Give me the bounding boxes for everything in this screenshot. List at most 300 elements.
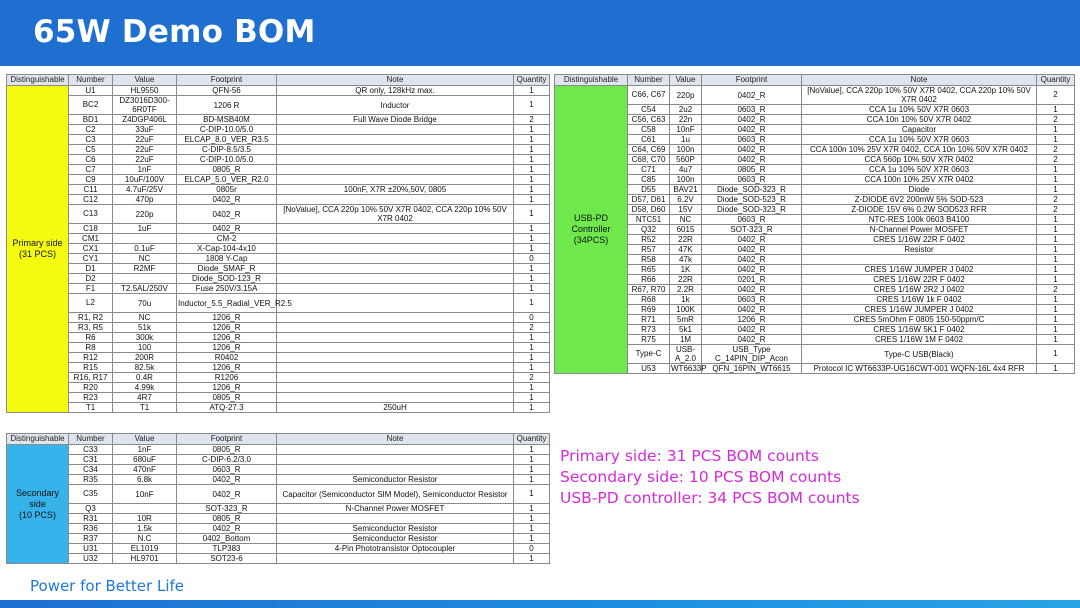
cell-number: C85: [628, 175, 670, 185]
table-row: [7, 554, 550, 564]
cell-footprint: SOT-323_R: [702, 225, 802, 235]
cell-quantity: 1: [514, 165, 550, 175]
col-distinguishable-header: Distinguishable: [555, 75, 628, 86]
cell-note: Protocol IC WT6633P-UG16CWT-001 WQFN-16L 4x4 RFR: [802, 364, 1037, 374]
col-note-header: Note: [277, 75, 514, 86]
cell-value: 5mR: [670, 315, 702, 325]
cell-note: [277, 234, 514, 244]
cell-number: R31: [69, 514, 113, 524]
cell-value: Z4DGP406L: [113, 115, 177, 125]
table-row: [7, 393, 550, 403]
footer-bar: [0, 600, 1080, 608]
cell-value: 100: [113, 343, 177, 353]
cell-number: R15: [69, 363, 113, 373]
cell-quantity: 2: [514, 115, 550, 125]
title-banner: [0, 0, 1080, 66]
table-row: [7, 165, 550, 175]
cell-note: [802, 255, 1037, 265]
cell-footprint: 0603_R: [702, 135, 802, 145]
cell-quantity: 1: [514, 86, 550, 96]
cell-number: R12: [69, 353, 113, 363]
cell-value: 1uF: [113, 224, 177, 234]
cell-value: 220p: [670, 86, 702, 105]
cell-footprint: 0603_R: [702, 175, 802, 185]
cell-footprint: 0805_R: [177, 165, 277, 175]
cell-note: Capacitor (Semiconductor SIM Model), Semiconductor Resistor: [277, 485, 514, 504]
table-row: [7, 504, 550, 514]
cell-number: BC2: [69, 96, 113, 115]
cell-number: C56, C63: [628, 115, 670, 125]
cell-footprint: ATQ-27.3: [177, 403, 277, 413]
table-row: [7, 485, 550, 504]
cell-number: R75: [628, 335, 670, 345]
cell-quantity: 1: [514, 524, 550, 534]
cell-value: 6.8k: [113, 475, 177, 485]
cell-quantity: 1: [1037, 125, 1075, 135]
table-row: [7, 323, 550, 333]
table-row: [7, 205, 550, 224]
col-value-header: Value: [670, 75, 702, 86]
cell-value: T2.5AL/250V: [113, 284, 177, 294]
cell-number: C13: [69, 205, 113, 224]
cell-note: [277, 313, 514, 323]
cell-footprint: 0402_R: [702, 285, 802, 295]
cell-quantity: 1: [1037, 135, 1075, 145]
cell-quantity: 1: [1037, 175, 1075, 185]
cell-quantity: 1: [514, 155, 550, 165]
cell-footprint: R1206: [177, 373, 277, 383]
table-row: [555, 115, 1075, 125]
cell-number: D2: [69, 274, 113, 284]
table-row: [7, 125, 550, 135]
cell-number: R37: [69, 534, 113, 544]
cell-quantity: 2: [1037, 86, 1075, 105]
cell-number: R8: [69, 343, 113, 353]
cell-quantity: 2: [514, 323, 550, 333]
cell-value: 6015: [670, 225, 702, 235]
cell-number: R68: [628, 295, 670, 305]
cell-value: 1M: [670, 335, 702, 345]
cell-note: [NoValue], CCA 220p 10% 50V X7R 0402, CCA 220p 10% 50V X7R 0402: [277, 205, 514, 224]
col-distinguishable-header: Distinguishable: [7, 75, 69, 86]
cell-note: 250uH: [277, 403, 514, 413]
cell-note: [277, 294, 514, 313]
cell-note: [277, 145, 514, 155]
table-row: [7, 343, 550, 353]
cell-note: CCA 100n 10% 25V X7R 0402, CCA 10n 10% 50V X7R 0402: [802, 145, 1037, 155]
cell-footprint: 0402_R: [702, 86, 802, 105]
cell-footprint: 0603_R: [702, 295, 802, 305]
cell-number: R71: [628, 315, 670, 325]
col-note-header: Note: [802, 75, 1037, 86]
cell-number: R73: [628, 325, 670, 335]
cell-value: 200R: [113, 353, 177, 363]
cell-value: 82.5k: [113, 363, 177, 373]
cell-number: C35: [69, 485, 113, 504]
cell-value: BAV21: [670, 185, 702, 195]
cell-footprint: Fuse 250V/3.15A: [177, 284, 277, 294]
cell-footprint: 0805_R: [177, 514, 277, 524]
cell-value: 6.2V: [670, 195, 702, 205]
cell-quantity: 1: [1037, 335, 1075, 345]
cell-footprint: C-DIP-8.5/3.5: [177, 145, 277, 155]
cell-quantity: 1: [514, 274, 550, 284]
cell-quantity: 0: [514, 544, 550, 554]
cell-number: R57: [628, 245, 670, 255]
cell-value: 51k: [113, 323, 177, 333]
cell-note: Semiconductor Resistor: [277, 475, 514, 485]
cell-note: [277, 514, 514, 524]
table-row: [555, 125, 1075, 135]
cell-number: R69: [628, 305, 670, 315]
cell-quantity: 2: [1037, 205, 1075, 215]
table-row: [7, 333, 550, 343]
cell-footprint: 1206_R: [177, 333, 277, 343]
cell-footprint: Diode_SMAF_R: [177, 264, 277, 274]
cell-note: N-Channel Power MOSFET: [802, 225, 1037, 235]
cell-value: HL9550: [113, 86, 177, 96]
cell-footprint: R0402: [177, 353, 277, 363]
cell-value: 300k: [113, 333, 177, 343]
cell-footprint: Diode_SOD-123_R: [177, 274, 277, 284]
cell-value: 4.7uF/25V: [113, 185, 177, 195]
cell-quantity: 1: [514, 125, 550, 135]
cell-note: [NoValue], CCA 220p 10% 50V X7R 0402, CCA 220p 10% 50V X7R 0402: [802, 86, 1037, 105]
cell-footprint: ELCAP_8.0_VER_R3.5: [177, 135, 277, 145]
cell-value: 100K: [670, 305, 702, 315]
cell-footprint: TLP383: [177, 544, 277, 554]
cell-note: [277, 363, 514, 373]
table-row: [555, 255, 1075, 265]
cell-footprint: 0402_R: [702, 335, 802, 345]
cell-number: C11: [69, 185, 113, 195]
cell-value: 1u: [670, 135, 702, 145]
cell-value: 15V: [670, 205, 702, 215]
cell-value: 2.2R: [670, 285, 702, 295]
cell-footprint: 0402_R: [702, 325, 802, 335]
cell-value: EL1019: [113, 544, 177, 554]
table-row: [555, 335, 1075, 345]
cell-footprint: USB_Type C_14PIN_DIP_Acon: [702, 345, 802, 364]
cell-value: [113, 234, 177, 244]
cell-value: [113, 274, 177, 284]
cell-value: 220p: [113, 205, 177, 224]
summary-usbpd: USB-PD controller: 34 PCS BOM counts: [560, 489, 860, 507]
cell-note: CRES 1/16W 1k F 0402: [802, 295, 1037, 305]
cell-note: [277, 244, 514, 254]
cell-value: DZ3016D300-6R0TF: [113, 96, 177, 115]
cell-number: BD1: [69, 115, 113, 125]
cell-value: 22uF: [113, 135, 177, 145]
cell-value: 10uF/100V: [113, 175, 177, 185]
cell-quantity: 1: [514, 244, 550, 254]
col-quantity-header: Quantity: [1037, 75, 1075, 86]
cell-note: CCA 560p 10% 50V X7R 0402: [802, 155, 1037, 165]
cell-note: [277, 455, 514, 465]
cell-footprint: 1206 R: [177, 96, 277, 115]
cell-quantity: 1: [1037, 105, 1075, 115]
cell-number: CM1: [69, 234, 113, 244]
cell-value: USB-A_2.0: [670, 345, 702, 364]
cell-footprint: C-DIP-6.2/3.0: [177, 455, 277, 465]
table-row: [7, 383, 550, 393]
col-distinguishable-header: Distinguishable: [7, 434, 69, 445]
primary-bom-panel: [6, 74, 549, 413]
cell-number: C3: [69, 135, 113, 145]
table-row: [7, 514, 550, 524]
cell-quantity: 1: [514, 465, 550, 475]
cell-number: C7: [69, 165, 113, 175]
page-title: 65W Demo BOM: [33, 14, 316, 50]
cell-number: C64, C69: [628, 145, 670, 155]
cell-footprint: CM-2: [177, 234, 277, 244]
table-row: [555, 185, 1075, 195]
summary-secondary: Secondary side: 10 PCS BOM counts: [560, 468, 842, 486]
cell-footprint: Inductor_5.5_Radial_VER_R2.5: [177, 294, 277, 313]
cell-footprint: 1206_R: [702, 315, 802, 325]
cell-value: 0.1uF: [113, 244, 177, 254]
cell-footprint: 0603_R: [702, 105, 802, 115]
cell-note: NTC-RES 100k 0603 B4100: [802, 215, 1037, 225]
cell-value: R2MF: [113, 264, 177, 274]
cell-note: Z-DIODE 15V 6% 0.2W SOD523 RFR: [802, 205, 1037, 215]
col-footprint-header: Footprint: [702, 75, 802, 86]
cell-quantity: 1: [514, 96, 550, 115]
cell-number: R16, R17: [69, 373, 113, 383]
cell-footprint: Diode_SOD-523_R: [702, 195, 802, 205]
cell-note: [277, 323, 514, 333]
table-row: [7, 244, 550, 254]
cell-value: 70u: [113, 294, 177, 313]
table-row: [7, 195, 550, 205]
secondary-bom-panel: [6, 433, 549, 564]
cell-footprint: 0402_R: [702, 265, 802, 275]
cell-quantity: 1: [514, 554, 550, 564]
table-row: [7, 363, 550, 373]
cell-number: C68, C70: [628, 155, 670, 165]
table-row: [7, 475, 550, 485]
cell-quantity: 1: [514, 284, 550, 294]
group-label: Primary side (31 PCS): [7, 86, 69, 413]
table-row: [7, 373, 550, 383]
table-row: [555, 205, 1075, 215]
cell-number: R3, R5: [69, 323, 113, 333]
cell-footprint: 0402_R: [177, 195, 277, 205]
cell-number: C33: [69, 445, 113, 455]
cell-footprint: QFN-56: [177, 86, 277, 96]
cell-number: U1: [69, 86, 113, 96]
table-row: [7, 115, 550, 125]
cell-quantity: 1: [514, 383, 550, 393]
cell-note: Resistor: [802, 245, 1037, 255]
cell-value: 22n: [670, 115, 702, 125]
cell-quantity: 1: [514, 333, 550, 343]
cell-quantity: 1: [514, 403, 550, 413]
cell-note: CCA 1u 10% 50V X7R 0603: [802, 135, 1037, 145]
footer-tagline: Power for Better Life: [30, 577, 184, 595]
table-row: [555, 235, 1075, 245]
cell-note: N-Channel Power MOSFET: [277, 504, 514, 514]
cell-note: [277, 135, 514, 145]
cell-number: T1: [69, 403, 113, 413]
cell-footprint: ELCAP_5.0_VER_R2.0: [177, 175, 277, 185]
table-row: [7, 274, 550, 284]
table-row: [555, 145, 1075, 155]
cell-footprint: 0402_R: [702, 305, 802, 315]
cell-note: [277, 353, 514, 363]
usbpd-bom-panel: [554, 74, 1074, 374]
cell-quantity: 1: [1037, 345, 1075, 364]
table-row: [555, 245, 1075, 255]
secondary-bom-table: [6, 433, 550, 564]
cell-note: [277, 264, 514, 274]
cell-footprint: 1206_R: [177, 313, 277, 323]
cell-value: 47k: [670, 255, 702, 265]
cell-note: CRES 5mOhm F 0805 150-50ppm/C: [802, 315, 1037, 325]
cell-value: 22R: [670, 235, 702, 245]
cell-note: Capacitor: [802, 125, 1037, 135]
cell-quantity: 1: [1037, 315, 1075, 325]
cell-note: [277, 125, 514, 135]
cell-value: 5k1: [670, 325, 702, 335]
cell-quantity: 1: [514, 343, 550, 353]
cell-footprint: Diode_SOD-323_R: [702, 185, 802, 195]
cell-footprint: SOT23-6: [177, 554, 277, 564]
cell-quantity: 1: [1037, 295, 1075, 305]
cell-footprint: 0603_R: [702, 215, 802, 225]
table-row: [555, 325, 1075, 335]
cell-note: CRES 1/16W 2R2 J 0402: [802, 285, 1037, 295]
cell-number: R35: [69, 475, 113, 485]
cell-value: NC: [113, 313, 177, 323]
cell-quantity: 1: [1037, 245, 1075, 255]
cell-value: N.C: [113, 534, 177, 544]
table-row: [7, 544, 550, 554]
cell-note: [277, 393, 514, 403]
cell-value: 1k: [670, 295, 702, 305]
cell-quantity: 1: [514, 393, 550, 403]
cell-number: L2: [69, 294, 113, 313]
cell-quantity: 1: [514, 445, 550, 455]
cell-footprint: 0402_Bottom: [177, 534, 277, 544]
cell-note: [277, 165, 514, 175]
cell-footprint: 0402_R: [702, 245, 802, 255]
cell-footprint: 0805_R: [177, 393, 277, 403]
cell-value: 10nF: [113, 485, 177, 504]
cell-number: D1: [69, 264, 113, 274]
cell-value: HL9701: [113, 554, 177, 564]
cell-value: 22uF: [113, 145, 177, 155]
cell-quantity: 1: [1037, 225, 1075, 235]
cell-footprint: 0402_R: [177, 475, 277, 485]
table-row: [555, 315, 1075, 325]
cell-footprint: 1808 Y-Cap: [177, 254, 277, 264]
cell-note: [277, 254, 514, 264]
cell-quantity: 1: [1037, 165, 1075, 175]
cell-number: R6: [69, 333, 113, 343]
cell-number: F1: [69, 284, 113, 294]
cell-footprint: C-DIP-10.0/5.0: [177, 125, 277, 135]
cell-note: 4-Pin Phototransistor Optocoupler: [277, 544, 514, 554]
cell-quantity: 1: [514, 534, 550, 544]
cell-value: 22uF: [113, 155, 177, 165]
cell-footprint: 1206_R: [177, 323, 277, 333]
cell-note: Z-DIODE 6V2 200mW 5% SOD-523: [802, 195, 1037, 205]
cell-footprint: 1206_R: [177, 383, 277, 393]
cell-value: 1.5k: [113, 524, 177, 534]
cell-note: [277, 195, 514, 205]
cell-quantity: 1: [1037, 364, 1075, 374]
col-footprint-header: Footprint: [177, 75, 277, 86]
summary-primary: Primary side: 31 PCS BOM counts: [560, 447, 819, 465]
table-row: [555, 105, 1075, 115]
col-value-header: Value: [113, 434, 177, 445]
cell-quantity: 1: [514, 234, 550, 244]
cell-number: R65: [628, 265, 670, 275]
cell-value: 100n: [670, 175, 702, 185]
table-row: [555, 165, 1075, 175]
cell-footprint: 0402_R: [177, 205, 277, 224]
cell-number: C54: [628, 105, 670, 115]
cell-number: R20: [69, 383, 113, 393]
cell-note: [277, 465, 514, 475]
cell-note: 100nF, X7R ±20%,50V, 0805: [277, 185, 514, 195]
cell-note: CCA 1u 10% 50V X7R 0603: [802, 165, 1037, 175]
cell-number: R1, R2: [69, 313, 113, 323]
table-row: [555, 86, 1075, 105]
cell-quantity: 1: [514, 175, 550, 185]
cell-value: 4u7: [670, 165, 702, 175]
cell-footprint: 0805r: [177, 185, 277, 195]
cell-value: 10nF: [670, 125, 702, 135]
cell-number: U31: [69, 544, 113, 554]
table-row: [7, 445, 550, 455]
cell-number: R36: [69, 524, 113, 534]
cell-footprint: 0402_R: [702, 125, 802, 135]
primary-bom-table: [6, 74, 550, 413]
col-value-header: Value: [113, 75, 177, 86]
cell-quantity: 1: [1037, 325, 1075, 335]
cell-number: U32: [69, 554, 113, 564]
cell-note: [277, 333, 514, 343]
cell-note: [277, 343, 514, 353]
col-quantity-header: Quantity: [514, 434, 550, 445]
cell-number: D57, D61: [628, 195, 670, 205]
cell-note: [277, 554, 514, 564]
cell-footprint: 0402_R: [177, 524, 277, 534]
cell-footprint: 1206_R: [177, 363, 277, 373]
cell-quantity: 1: [1037, 235, 1075, 245]
cell-number: R52: [628, 235, 670, 245]
cell-number: NTC51: [628, 215, 670, 225]
cell-quantity: 1: [514, 294, 550, 313]
table-row: [555, 195, 1075, 205]
cell-quantity: 2: [514, 373, 550, 383]
table-row: [555, 225, 1075, 235]
group-label: Secondary side (10 PCS): [7, 445, 69, 564]
cell-quantity: 1: [1037, 215, 1075, 225]
cell-number: C58: [628, 125, 670, 135]
cell-quantity: 2: [1037, 285, 1075, 295]
bom-summary: [560, 446, 860, 509]
cell-note: CCA 10n 10% 50V X7R 0402: [802, 115, 1037, 125]
table-row: [555, 215, 1075, 225]
cell-value: 470nF: [113, 465, 177, 475]
cell-value: 1nF: [113, 445, 177, 455]
cell-footprint: 0402_R: [177, 485, 277, 504]
cell-note: CRES 1/16W 22R F 0402: [802, 235, 1037, 245]
cell-footprint: 0402_R: [702, 155, 802, 165]
